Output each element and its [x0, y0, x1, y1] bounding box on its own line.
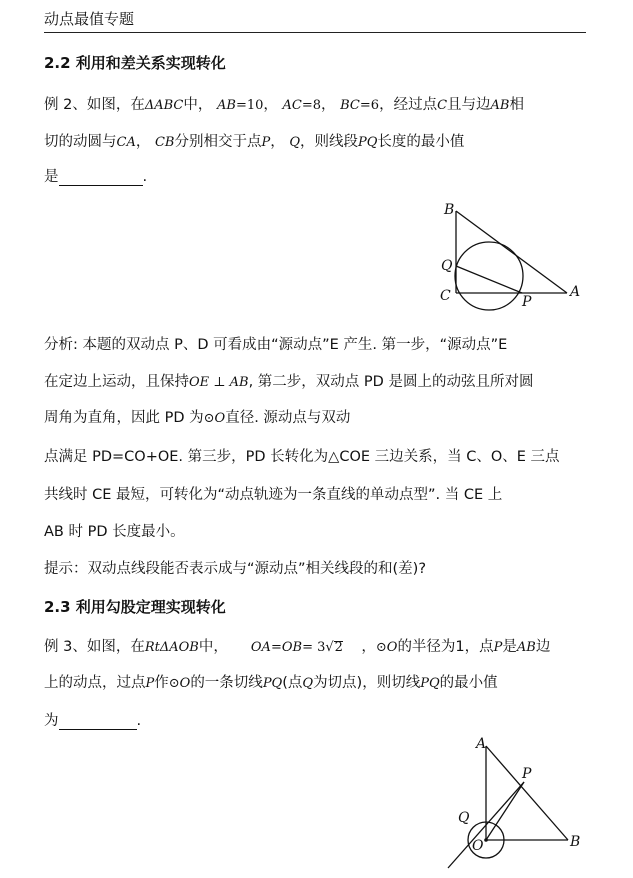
- right-triangle-circle-figure: [440, 732, 590, 872]
- segment-pq: [456, 266, 522, 293]
- label-a: A: [570, 284, 581, 300]
- analysis-line1: 分析: 本题的双动点 P、D 可看成由“源动点”E 产生. 第一步，“源动点”E: [44, 337, 508, 353]
- example2-line3: 是 .: [44, 169, 148, 185]
- segment-ab: [486, 746, 568, 840]
- center-point: [484, 838, 488, 842]
- example3-line1: 例 3、如图，在RtΔAOB中， OA=OB= 3√2 ，⊙O的半径为1，点P是AB边: [44, 639, 551, 655]
- label-c: C: [440, 288, 451, 304]
- label-b: B: [444, 202, 455, 218]
- example3-line2: 上的动点，过点P作⊙O的一条切线PQ(点Q为切点)，则切线PQ的最小值: [44, 675, 498, 691]
- hint-line: 提示：双动点线段能否表示成与“源动点”相关线段的和(差)?: [44, 561, 427, 577]
- analysis-line6: AB 时 PD 长度最小。: [44, 524, 185, 540]
- segment-ab: [456, 211, 567, 293]
- moving-circle: [455, 242, 523, 310]
- analysis-line2: 在定边上运动，且保持OE ⊥ AB, 第二步，双动点 PD 是圆上的动弦且所对圆: [44, 374, 534, 390]
- example2-line2: 切的动圆与CA， CB分别相交于点P， Q，则线段PQ长度的最小值: [44, 134, 465, 150]
- label-a: A: [476, 736, 487, 752]
- analysis-line4: 点满足 PD=CO+OE. 第三步，PD 长转化为△COE 三边关系，当 C、O、E 三点: [44, 449, 560, 465]
- analysis-line5: 共线时 CE 最短，可转化为“动点轨迹为一条直线的单动点型”. 当 CE 上: [44, 487, 503, 503]
- answer-blank-2[interactable]: [59, 713, 137, 730]
- example2-line1: 例 2、如图，在ΔABC中， AB=10， AC=8， BC=6，经过点C且与边AB相: [44, 97, 524, 113]
- analysis-line3: 周角为直角，因此 PD 为⊙O直径. 源动点与双动: [44, 410, 351, 426]
- answer-blank[interactable]: [59, 169, 143, 186]
- segment-op: [486, 782, 524, 840]
- section-2-2-title: 2.2 利用和差关系实现转化: [44, 54, 226, 72]
- page-header: 动点最值专题: [44, 8, 586, 33]
- triangle-circle-figure: [430, 196, 590, 316]
- label-q: Q: [441, 258, 453, 274]
- label-b: B: [570, 834, 581, 850]
- section-2-3-title: 2.3 利用勾股定理实现转化: [44, 598, 226, 616]
- label-p: P: [522, 294, 532, 310]
- label-p: P: [522, 766, 532, 782]
- label-o: O: [472, 838, 484, 854]
- example3-line3: 为 .: [44, 713, 142, 729]
- label-q: Q: [458, 810, 470, 826]
